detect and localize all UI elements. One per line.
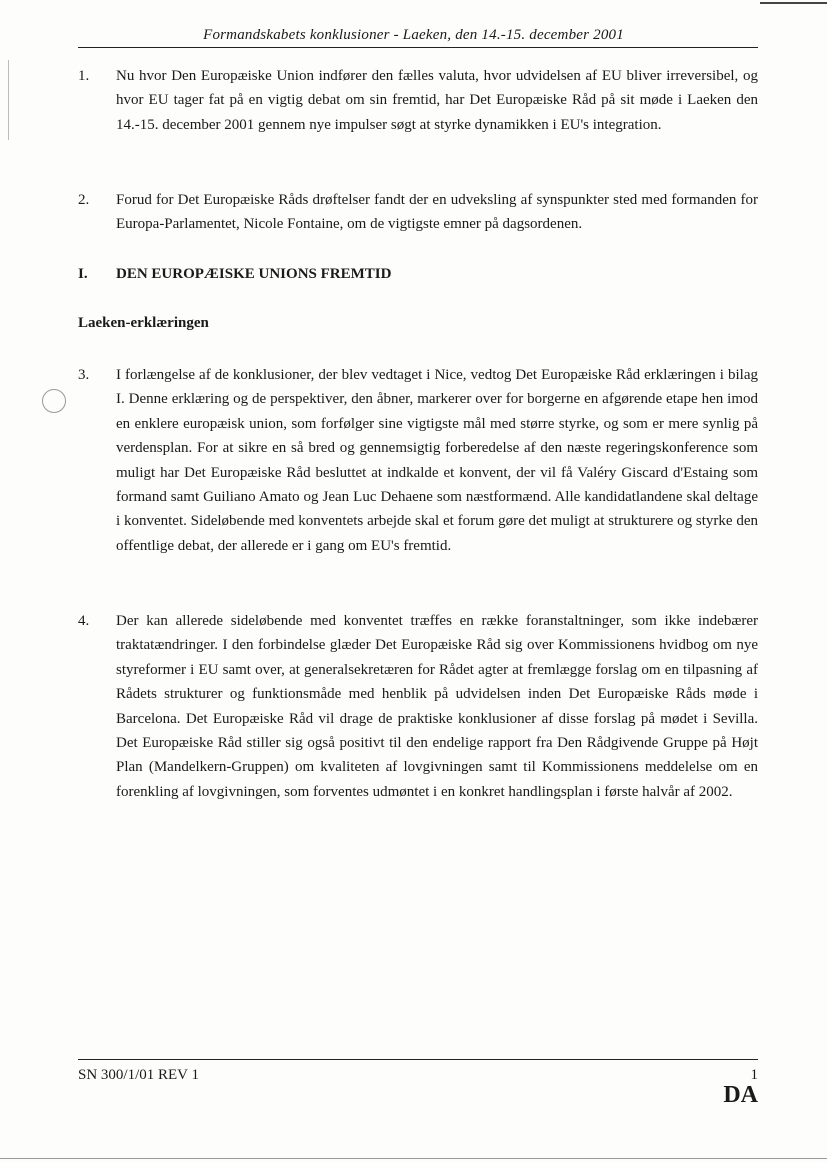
section-heading xyxy=(78,266,391,283)
scan-edge-bottom xyxy=(0,1158,827,1159)
paragraph-number: 3. xyxy=(78,367,90,383)
section-number: I. xyxy=(78,266,88,282)
paragraph-text: Der kan allerede sideløbende med konventet træffes en række foranstaltninger, som ikke indebærer traktatændringer. I den forbindelse glæder Det Europæiske Råd sig over Kommissionens hvidbog om nye styreformer i EU samt over, at generalsekretæren for Rådet agter at fremlægge forslag om en tilpasning af Rådets strukturer og funktionsmåde med henblik på udvidelsen inden Det Europæiske Råds møde i Barcelona. Det Europæiske Råd vil drage de praktiske konklusioner af disse forslag på mødet i Sevilla. Det Europæiske Råd stiller sig også positivt til den endelige rapport fra Den Rådgivende Gruppe på Højt Plan (Mandelkern-Gruppen) om kvaliteten af lovgivningen samt til Kommissionens meddelelse om en forenkling af lovgivningen, som forventes udmøntet i en konkret handlingsplan i første halvår af 2002. xyxy=(116,613,758,800)
footer-rule xyxy=(78,1059,758,1060)
section-title: DEN EUROPÆISKE UNIONS FREMTID xyxy=(116,266,392,282)
paragraph-2 xyxy=(78,188,758,237)
scan-edge-left xyxy=(8,60,9,140)
paragraph-number: 2. xyxy=(78,192,90,208)
paragraph-text: Nu hvor Den Europæiske Union indfører den fælles valuta, hvor udvidelsen af EU bliver irreversibel, og hvor EU tager fat på en vigtig debat om sin fremtid, har Det Europæiske Råd på sit møde i Laeken den 14.-15. december 2001 gennem nye impulser søgt at styrke dynamikken i EU's integration. xyxy=(116,68,758,133)
punch-hole-mark xyxy=(42,389,66,413)
paragraph-1 xyxy=(78,64,758,137)
document-reference: SN 300/1/01 REV 1 xyxy=(78,1067,199,1083)
scan-edge-top xyxy=(760,2,827,4)
paragraph-4 xyxy=(78,609,758,804)
paragraph-number: 1. xyxy=(78,68,90,84)
language-code: DA xyxy=(723,1082,758,1108)
paragraph-number: 4. xyxy=(78,613,90,629)
paragraph-3 xyxy=(78,363,758,558)
page-header-title: Formandskabets konklusioner - Laeken, den 14.-15. december 2001 xyxy=(203,27,624,43)
paragraph-text: Forud for Det Europæiske Råds drøftelser fandt der en udveksling af synspunkter sted med formanden for Europa-Parlamentet, Nicole Fontaine, om de vigtigste emner på dagsordenen. xyxy=(116,192,758,233)
header-rule xyxy=(78,47,758,48)
subsection-heading: Laeken-erklæringen xyxy=(78,315,209,331)
page-number: 1 xyxy=(750,1067,758,1083)
paragraph-text: I forlængelse af de konklusioner, der blev vedtaget i Nice, vedtog Det Europæiske Råd erklæringen i bilag I. Denne erklæring og de perspektiver, den åbner, markerer over for borgerne en afgørende etape hen imod en enklere europæisk union, som forfølger sine vigtigste mål med større styrke, og som er mere synlig på verdensplan. For at sikre en så bred og gennemsigtig forberedelse af den næste regeringskonference som muligt har Det Europæiske Råd besluttet at indkalde et konvent, der vil få Valéry Giscard d'Estaing som formand samt Guiliano Amato og Jean Luc Dehaene som næstformænd. Alle kandidatlandene skal deltage i konventet. Sideløbende med konventets arbejde skal et forum gøre det muligt at strukturere og styrke den offentlige debat, der allerede er i gang om EU's fremtid. xyxy=(116,367,758,554)
